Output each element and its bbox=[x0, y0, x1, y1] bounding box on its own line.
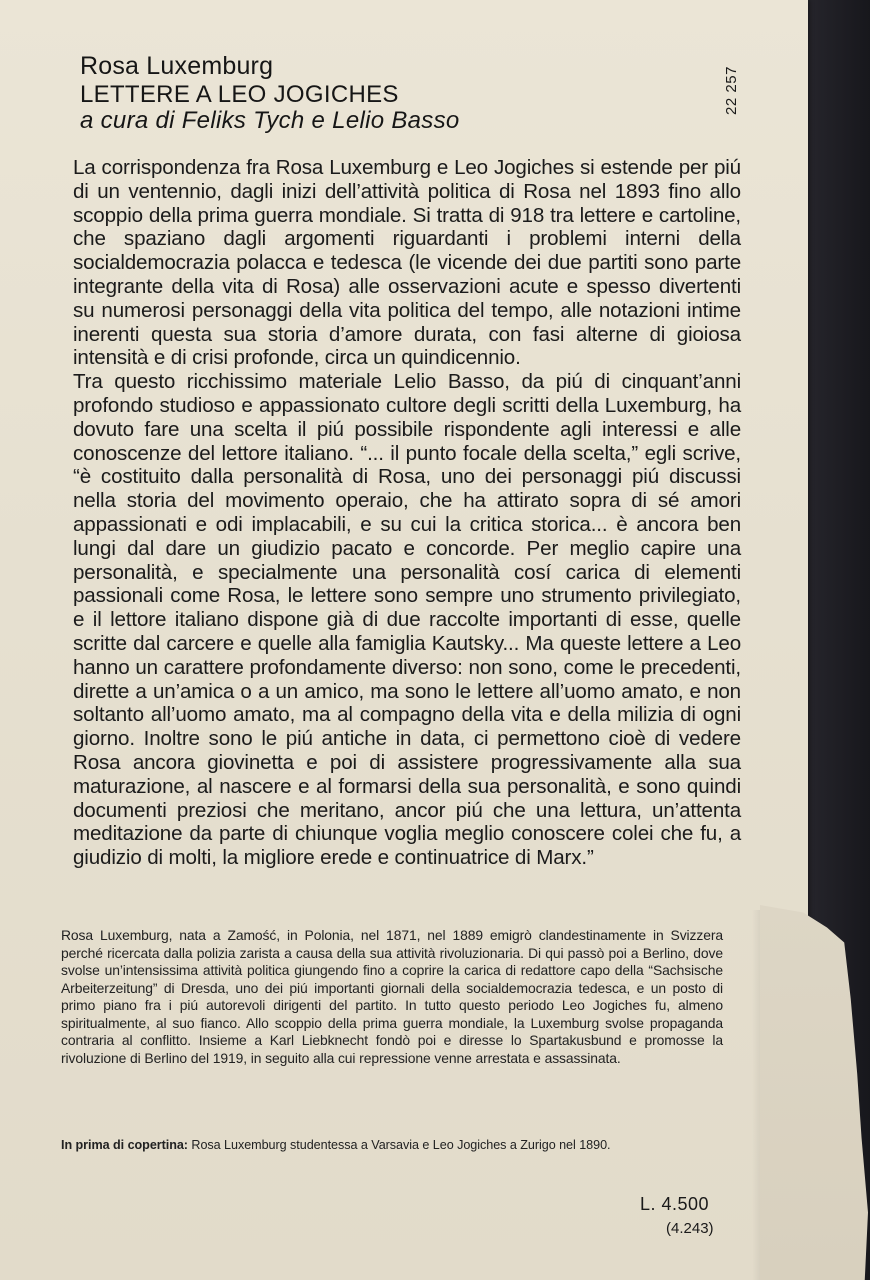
cover-credit-text: Rosa Luxemburg studentessa a Varsavia e Leo Jogiches a Zurigo nel 1890. bbox=[191, 1138, 611, 1152]
book-title: LETTERE A LEO JOGICHES bbox=[80, 81, 399, 108]
blurb-paragraph-1: La corrispondenza fra Rosa Luxemburg e Leo Jogiches si estende per piú di un ventennio, dagli inizi dell’attività politica di Rosa nel 1893 fino allo scoppio della prima guerra mondiale. Si tratta di 918 tra lettere e cartoline, che spaziano dagli argomenti riguardanti i problemi interni della socialdemocrazia polacca e tedesca (le vicende dei due partiti sono parte integrante della vita di Rosa) alle osservazioni acute e spesso divertenti su numerosi personaggi della vita politica del tempo, alle notazioni intime inerenti questa sua storia d’amore durata, con fasi alterne di gioiosa intensità e di crisi profonde, circa un quindicennio. bbox=[73, 156, 741, 370]
author-biography: Rosa Luxemburg, nata a Zamość, in Polonia, nel 1871, nel 1889 emigrò clandestinamente in Svizzera perché ricercata dalla polizia zarista a causa della sua attività rivoluzionaria. Di qui passò poi a Berlino, dove svolse un’intensissima attività politica giungendo fino a coprire la carica di redattore capo della “Sachsische Arbeiterzeitung” di Dresda, uno dei piú importanti giornali della socialdemocrazia tedesca, e un posto di primo piano fra i piú autorevoli dirigenti del partito. In tutto questo periodo Leo Jogiches fu, almeno spiritualmente, al suo fianco. Allo scoppio della prima guerra mondiale, la Luxemburg svolse propaganda contraria al conflitto. Insieme a Karl Liebknecht fondò poi e diresse lo Spartakusbund e promosse la rivoluzione di Berlino del 1919, in seguito alla cui repressione venne arrestata e assassinata. bbox=[61, 927, 723, 1066]
blurb-paragraph-2: Tra questo ricchissimo materiale Lelio Basso, da piú di cinquant’anni profondo studioso e appassionato cultore degli scritti della Luxemburg, ha dovuto fare una scelta il piú possibile rispondente agli interessi e alle conoscenze del lettore italiano. “... il punto focale della scelta,” egli scrive, “è costituito dalla personalità di Rosa, uno dei personaggi piú discussi nella storia del movimento operaio, che ha attirato sopra di sé amori appassionati e odi implacabili, e su cui la critica storica... è ancora ben lungi dal dare un giudizio pacato e concorde. Per meglio capire una personalità, e specialmente una personalità cosí carica di elementi passionali come Rosa, le lettere sono sempre uno strumento privilegiato, e il lettore italiano dispone già di due raccolte importanti di esse, quelle scritte dal carcere e quelle alla famiglia Kautsky... Ma queste lettere a Leo hanno un carattere profondamente diverso: non sono, come le precedenti, dirette a un’amica o a un amico, ma sono le lettere all’uomo amato, e non soltanto all’uomo amato, ma al compagno della vita e della milizia di ogni giorno. Inoltre sono le piú antiche in data, ci permettono cioè di vedere Rosa ancora giovinetta e poi di assistere progressivamente alla sua maturazione, al nascere e al formarsi della sua personalità, e sono quindi documenti preziosi che meritano, ancor piú che una lettura, un’attenta meditazione da parte di chiunque voglia meglio conoscere colei che fu, a giudizio di molti, la migliore erede e continuatrice di Marx.” bbox=[73, 370, 741, 870]
blurb-text bbox=[73, 156, 741, 870]
cover-credit-label: In prima di copertina: bbox=[61, 1138, 188, 1152]
catalog-number-text: 22 257 bbox=[722, 65, 740, 115]
catalog-number bbox=[705, 64, 757, 116]
price-label: L. 4.500 bbox=[640, 1194, 710, 1214]
price-secondary: (4.243) bbox=[666, 1220, 714, 1237]
cover-photo-credit bbox=[61, 1138, 761, 1152]
author-name: Rosa Luxemburg bbox=[80, 52, 274, 80]
editors-line: a cura di Feliks Tych e Lelio Basso bbox=[80, 107, 460, 134]
